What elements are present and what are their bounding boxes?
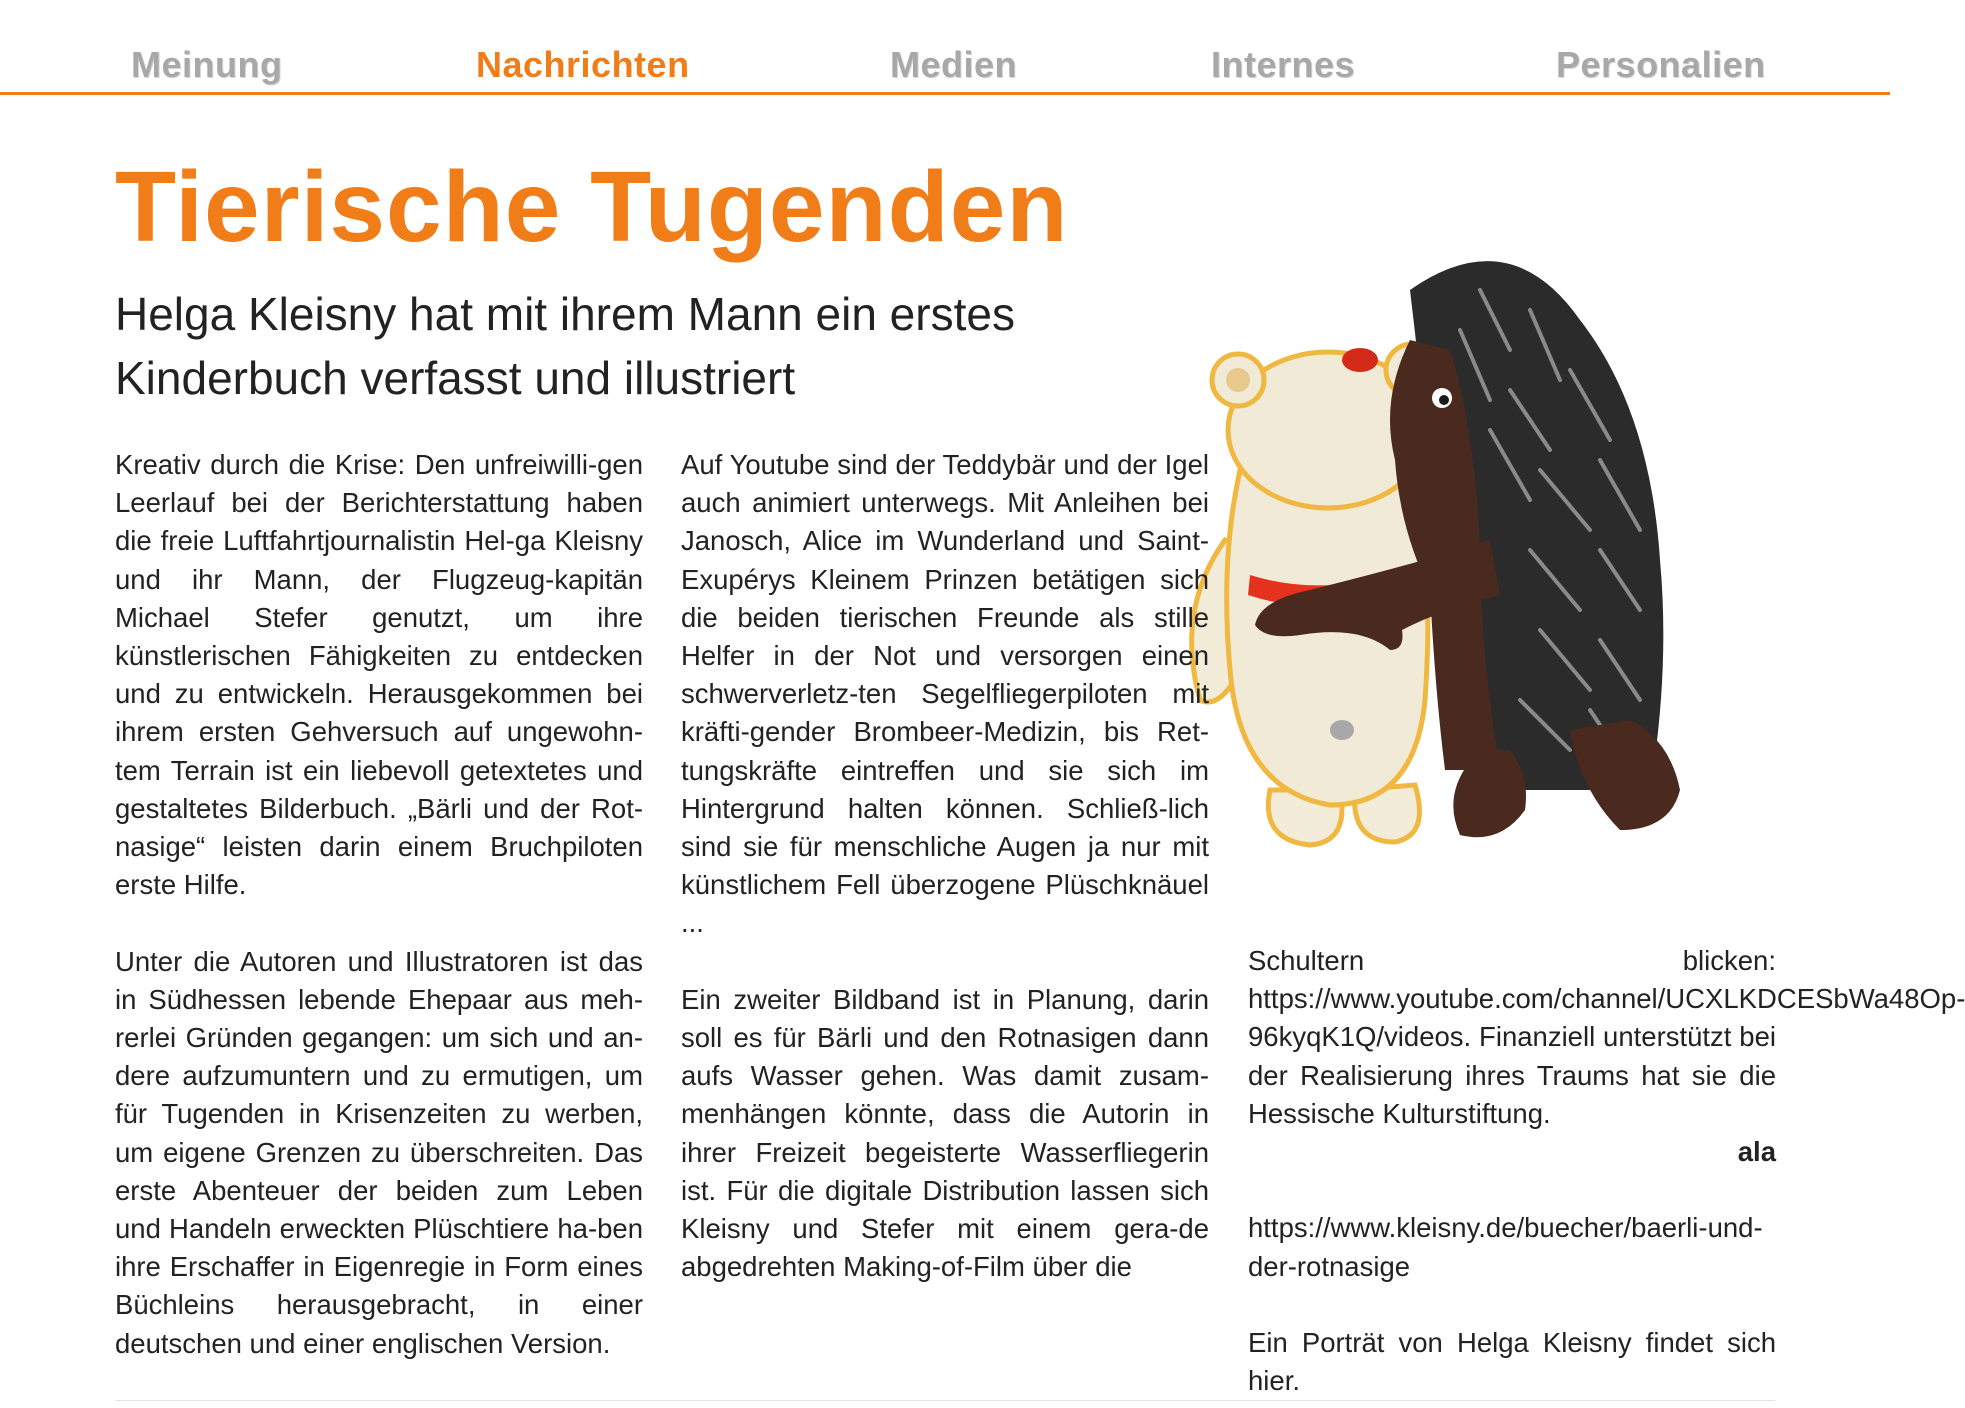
- book-link[interactable]: https://www.kleisny.de/buecher/baerli-und-der-rotnasige: [1248, 1212, 1763, 1282]
- article-title: Tierische Tugenden: [115, 151, 1069, 263]
- paragraph: Kreativ durch die Krise: Den unfreiwilli-gen Leerlauf bei der Berichterstattung haben die freie Luftfahrtjournalistin Hel-ga Kleisny und ihr Mann, der Flugzeug-kapitän Michael Stefer genutzt, um ihre künstlerischen Fähigkeiten zu entdecken und zu entwickeln. Herausgekommen bei ihrem ersten Gehversuch auf ungewohn-tem Terrain ist ein liebevoll getextetes und gestaltetes Bilderbuch. „Bärli und der Rot-nasige“ leisten darin einem Bruchpiloten erste Hilfe.: [115, 449, 643, 901]
- paragraph: Auf Youtube sind der Teddybär und der Igel auch animiert unterwegs. Mit Anleihen bei Janosch, Alice im Wunderland und Saint-Exupérys Kleinem Prinzen betätigen sich die beiden tierischen Freunde als stille Helfer in der Not und versorgen einen schwerverletz-ten Segelfliegerpiloten mit kräfti-gender Brombeer-Medizin, bis Ret-tungskräfte eintreffen und sie sich im Hintergrund halten können. Schließ-lich sind sie für menschliche Augen ja nur mit künstlichem Fell überzogene Plüschknäuel ...: [681, 449, 1209, 939]
- portrait-link[interactable]: Ein Porträt von Helga Kleisny findet sich hier.: [1248, 1327, 1776, 1397]
- article-column-3: [1248, 942, 1965, 1400]
- hedgehog-and-teddy-bear-illustration: [1180, 230, 1740, 870]
- nav-item-internes[interactable]: Internes: [1211, 44, 1356, 85]
- paragraph: Schultern blicken: https://www.youtube.com/channel/UCXLKDCESbWa48Op-96kyqK1Q/videos. Finanziell unterstützt bei der Realisierung ihres Traums hat sie die Hessische Kulturstiftung.: [1248, 945, 1965, 1129]
- nav-item-nachrichten[interactable]: Nachrichten: [476, 44, 690, 85]
- paragraph: Unter die Autoren und Illustratoren ist das in Südhessen lebende Ehepaar aus meh-rerlei Gründen gegangen: um sich und an-dere aufzumuntern und zu ermutigen, um für Tugenden in Krisenzeiten zu werben, um eigene Grenzen zu überschreiten. Das erste Abenteuer der beiden zum Leben und Handeln erweckten Plüschtiere ha-ben ihre Erschaffer in Eigenregie in Form eines Büchleins herausgebracht, in einer deutschen und einer englischen Version.: [115, 945, 643, 1359]
- nav-item-medien[interactable]: Medien: [890, 44, 1018, 85]
- article-column-2: [681, 446, 1209, 1286]
- nav-item-personalien[interactable]: Personalien: [1556, 44, 1766, 85]
- author-signature: ala: [1737, 1136, 1776, 1168]
- paragraph: Ein zweiter Bildband ist in Planung, darin soll es für Bärli und den Rotnasigen dann aufs Wasser gehen. Was damit zusam-menhängen könnte, dass die Autorin in ihrer Freizeit begeisterte Wasserfliegerin ist. Für die digitale Distribution lassen sich Kleisny und Stefer mit einem gera-de abgedrehten Making-of-Film über die: [681, 983, 1209, 1283]
- article-subtitle: Helga Kleisny hat mit ihrem Mann ein erstes Kinderbuch verfasst und illustriert: [115, 288, 1015, 404]
- nav-item-meinung[interactable]: Meinung: [131, 44, 283, 85]
- article-column-1: [115, 446, 643, 1363]
- bottom-divider: [115, 1400, 1775, 1401]
- section-nav: [0, 0, 1890, 95]
